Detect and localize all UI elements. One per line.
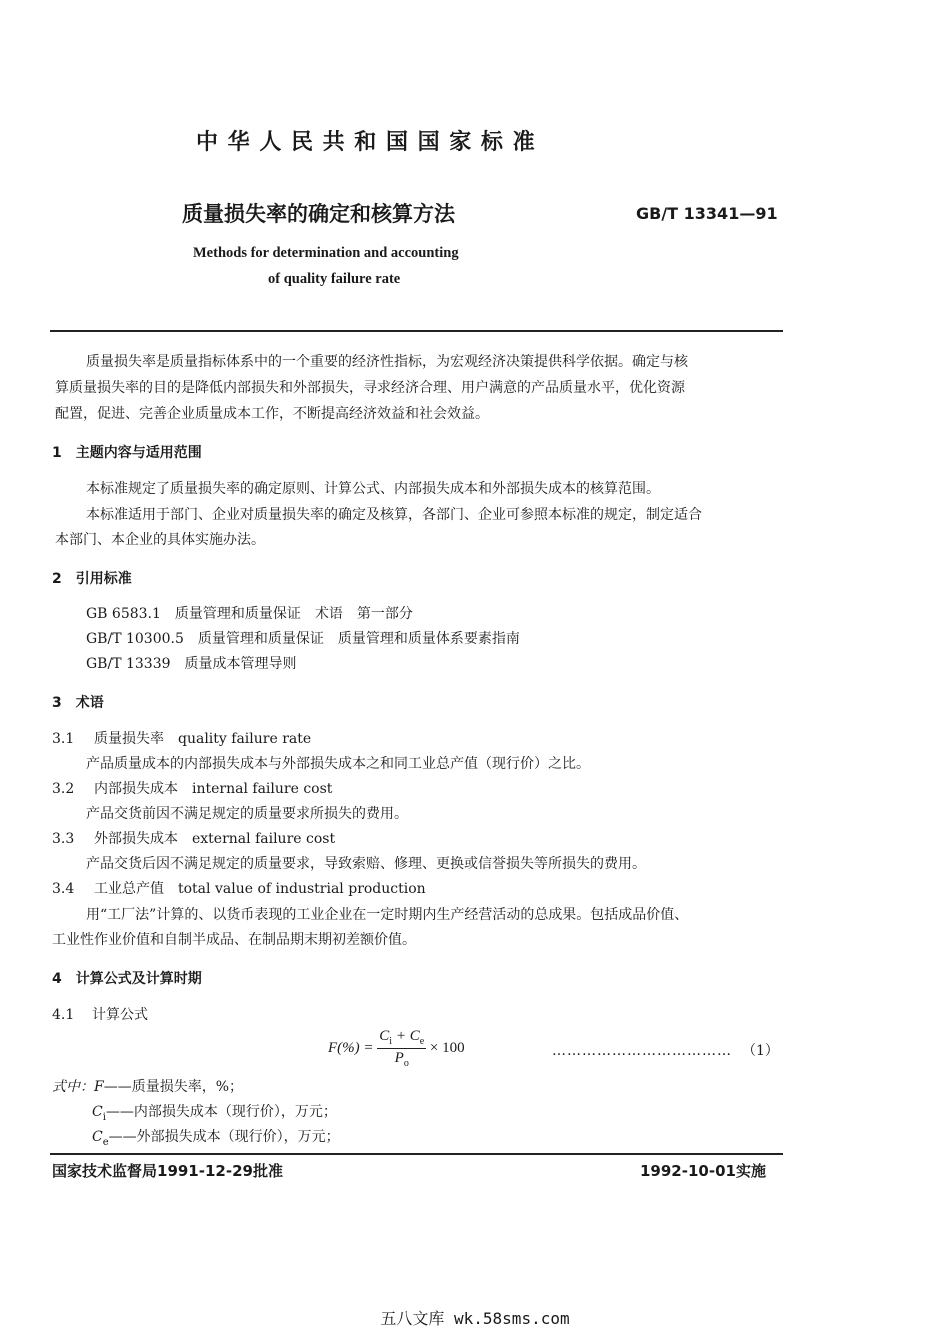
reference-item: GB 6583.1 质量管理和质量保证 术语 第一部分 (86, 606, 413, 622)
intro-line: 质量损失率是质量指标体系中的一个重要的经济性指标，为宏观经济决策提供科学依据。确定与核 (86, 354, 688, 370)
formula (328, 1028, 465, 1069)
effective-date: 1992-10-01实施 (640, 1162, 766, 1180)
document-title-en-line1: Methods for determination and accounting (193, 245, 459, 261)
formula-numerator: $C_i + C_e$ (379, 1028, 425, 1047)
approval-line: 国家技术监督局1991-12-29批准 (52, 1162, 283, 1180)
subsection-title: 计算公式 (92, 1007, 148, 1023)
dot-leader: ……………………………… (552, 1043, 732, 1059)
term-number: 3.1 (52, 731, 75, 747)
header-rule (50, 330, 783, 332)
formula-multiplier: × 100 (429, 1039, 465, 1056)
term-definition: 产品交货后因不满足规定的质量要求，导致索赔、修理、更换或信誉损失等所损失的费用。 (86, 856, 646, 872)
section-3-heading: 3 术语 (52, 695, 104, 711)
document-title-cn: 质量损失率的确定和核算方法 (182, 202, 455, 226)
subsection-number: 4.1 (52, 1007, 75, 1023)
intro-line: 配置，促进、完善企业质量成本工作，不断提高经济效益和社会效益。 (55, 406, 489, 422)
term-name: 质量损失率 quality failure rate (94, 731, 312, 747)
term-number: 3.2 (52, 781, 75, 797)
section-1-line: 本部门、本企业的具体实施办法。 (55, 532, 265, 548)
section-1-heading: 1 主题内容与适用范围 (52, 445, 202, 461)
term-number: 3.3 (52, 831, 75, 847)
section-4-heading: 4 计算公式及计算时期 (52, 971, 202, 987)
section-2-heading: 2 引用标准 (52, 571, 132, 587)
term-definition: 产品交货前因不满足规定的质量要求所损失的费用。 (86, 806, 408, 822)
term-number: 3.4 (52, 881, 75, 897)
term-definition: 产品质量成本的内部损失成本与外部损失成本之和同工业总产值（现行价）之比。 (86, 756, 590, 772)
reference-item: GB/T 10300.5 质量管理和质量保证 质量管理和质量体系要素指南 (86, 631, 520, 647)
standard-code: GB/T 13341—91 (636, 204, 778, 223)
term-name: 外部损失成本 external failure cost (94, 831, 336, 847)
equation-number: （1） (742, 1043, 779, 1059)
where-item: 式中：F——质量损失率，%； (52, 1079, 244, 1095)
term-definition: 用“工厂法”计算的、以货币表现的工业企业在一定时期内生产经营活动的总成果。包括成品价值、 (86, 907, 689, 923)
where-item: $C_i——$内部损失成本（现行价），万元； (92, 1104, 337, 1123)
intro-line: 算质量损失率的目的是降低内部损失和外部损失，寻求经济合理、用户满意的产品质量水平，优化资源 (55, 380, 685, 396)
formula-fraction (377, 1028, 426, 1069)
document-title-en-line2: of quality failure rate (268, 271, 401, 287)
national-standard-title: 中 华 人 民 共 和 国 国 家 标 准 (196, 130, 536, 155)
formula-lhs: F(%) = (328, 1039, 378, 1056)
reference-item: GB/T 13339 质量成本管理导则 (86, 656, 297, 672)
formula-denominator: $P_o$ (394, 1050, 409, 1069)
section-1-line: 本标准规定了质量损失率的确定原则、计算公式、内部损失成本和外部损失成本的核算范围。 (86, 481, 660, 497)
term-definition: 工业性作业价值和自制半成品、在制品期末期初差额价值。 (52, 932, 416, 948)
term-name: 工业总产值 total value of industrial production (94, 881, 426, 897)
watermark: 五八文库 wk.58sms.com (380, 1309, 570, 1328)
where-item: $C_e——$外部损失成本（现行价），万元； (92, 1129, 340, 1148)
footer-rule (50, 1153, 783, 1155)
section-1-line: 本标准适用于部门、企业对质量损失率的确定及核算，各部门、企业可参照本标准的规定，制定适合 (86, 507, 702, 523)
term-name: 内部损失成本 internal failure cost (94, 781, 333, 797)
